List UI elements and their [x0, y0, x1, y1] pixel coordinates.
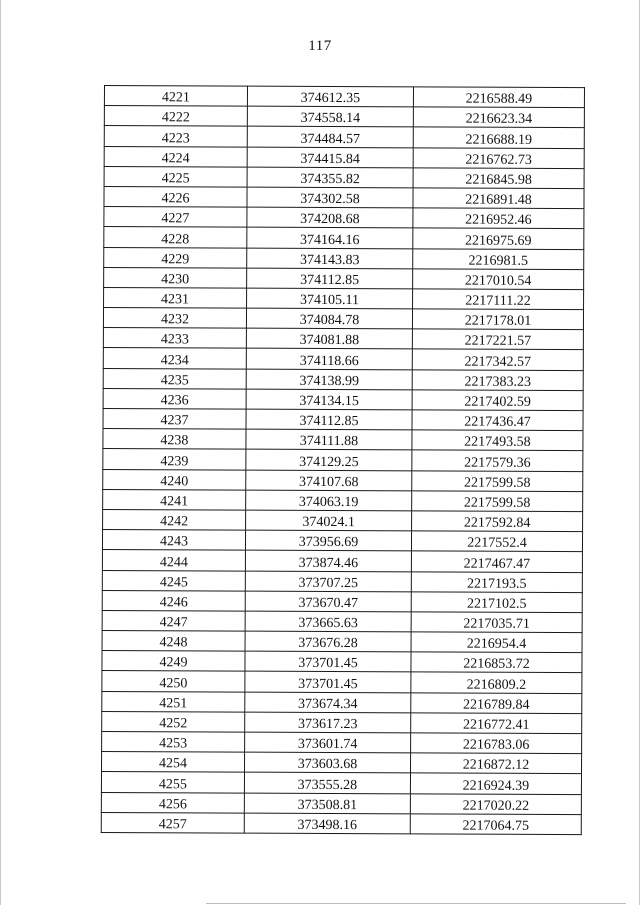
y-coordinate-cell: 2217383.23	[412, 369, 583, 390]
y-coordinate-cell: 2217193.5	[411, 571, 582, 592]
y-coordinate-cell: 2217436.47	[412, 410, 583, 431]
point-number-cell: 4239	[103, 449, 246, 470]
point-number-cell: 4236	[103, 388, 246, 409]
table-row	[102, 530, 582, 552]
x-coordinate-cell: 374081.88	[246, 328, 412, 349]
y-coordinate-cell: 2216952.46	[413, 208, 584, 229]
bottom-rule	[206, 903, 626, 904]
y-coordinate-cell: 2216924.39	[410, 773, 581, 794]
y-coordinate-cell: 2217493.58	[412, 430, 583, 451]
table-row	[104, 106, 584, 128]
point-number-cell: 4231	[104, 287, 247, 308]
coordinates-table-container	[101, 85, 585, 835]
y-coordinate-cell: 2217402.59	[412, 390, 583, 411]
point-number-cell: 4242	[103, 509, 246, 530]
x-coordinate-cell: 373674.34	[245, 692, 411, 713]
point-number-cell: 4257	[101, 812, 244, 833]
y-coordinate-cell: 2217552.4	[411, 531, 582, 552]
x-coordinate-cell: 374107.68	[246, 470, 412, 491]
x-coordinate-cell: 374143.83	[247, 248, 413, 269]
x-coordinate-cell: 374164.16	[247, 227, 413, 248]
x-coordinate-cell: 374105.11	[247, 288, 413, 309]
point-number-cell: 4228	[104, 227, 247, 248]
y-coordinate-cell: 2216688.19	[413, 127, 584, 148]
table-row	[103, 328, 583, 350]
x-coordinate-cell: 374138.99	[246, 369, 412, 390]
table-row	[104, 146, 584, 168]
x-coordinate-cell: 374118.66	[246, 349, 412, 370]
table-row	[102, 610, 582, 632]
point-number-cell: 4238	[103, 429, 246, 450]
table-row	[103, 449, 583, 471]
table-row	[102, 631, 582, 653]
table-row	[103, 429, 583, 451]
x-coordinate-cell: 374112.85	[247, 268, 413, 289]
x-coordinate-cell: 374134.15	[246, 389, 412, 410]
table-row	[104, 267, 584, 289]
point-number-cell: 4254	[102, 752, 245, 773]
table-row	[101, 792, 581, 814]
y-coordinate-cell: 2216981.5	[413, 248, 584, 269]
point-number-cell: 4230	[104, 267, 247, 288]
x-coordinate-cell: 374084.78	[246, 308, 412, 329]
x-coordinate-cell: 374558.14	[247, 106, 413, 127]
table-row	[102, 711, 582, 733]
y-coordinate-cell: 2217342.57	[412, 349, 583, 370]
y-coordinate-cell: 2217178.01	[412, 309, 583, 330]
x-coordinate-cell: 373508.81	[244, 793, 410, 814]
y-coordinate-cell: 2217592.84	[412, 511, 583, 532]
x-coordinate-cell: 374415.84	[247, 147, 413, 168]
point-number-cell: 4245	[102, 570, 245, 591]
x-coordinate-cell: 374484.57	[247, 127, 413, 148]
x-coordinate-cell: 373956.69	[245, 530, 411, 551]
y-coordinate-cell: 2216954.4	[411, 632, 582, 653]
y-coordinate-cell: 2217111.22	[413, 289, 584, 310]
x-coordinate-cell: 373665.63	[245, 611, 411, 632]
y-coordinate-cell: 2217020.22	[410, 793, 581, 814]
point-number-cell: 4233	[103, 328, 246, 349]
x-coordinate-cell: 373701.45	[245, 651, 411, 672]
coordinates-table	[101, 85, 585, 835]
y-coordinate-cell: 2217035.71	[411, 612, 582, 633]
table-row	[104, 186, 584, 208]
table-row	[104, 166, 584, 188]
table-row	[104, 227, 584, 249]
point-number-cell: 4243	[102, 530, 245, 551]
table-row	[102, 550, 582, 572]
y-coordinate-cell: 2216588.49	[413, 87, 584, 108]
y-coordinate-cell: 2217599.58	[412, 470, 583, 491]
table-row	[102, 570, 582, 592]
point-number-cell: 4234	[103, 348, 246, 369]
point-number-cell: 4226	[104, 186, 247, 207]
point-number-cell: 4252	[102, 711, 245, 732]
table-row	[101, 772, 581, 794]
y-coordinate-cell: 2216772.41	[411, 713, 582, 734]
table-row	[103, 469, 583, 491]
x-coordinate-cell: 373874.46	[245, 550, 411, 571]
table-row	[104, 126, 584, 148]
y-coordinate-cell: 2216891.48	[413, 188, 584, 209]
table-row	[104, 287, 584, 309]
table-row	[103, 348, 583, 370]
y-coordinate-cell: 2217010.54	[413, 269, 584, 290]
y-coordinate-cell: 2217102.5	[411, 592, 582, 613]
point-number-cell: 4229	[104, 247, 247, 268]
x-coordinate-cell: 373555.28	[244, 772, 410, 793]
x-coordinate-cell: 373670.47	[245, 591, 411, 612]
point-number-cell: 4246	[102, 590, 245, 611]
point-number-cell: 4249	[102, 651, 245, 672]
x-coordinate-cell: 374024.1	[246, 510, 412, 531]
y-coordinate-cell: 2216853.72	[411, 652, 582, 673]
point-number-cell: 4253	[102, 731, 245, 752]
table-row	[104, 86, 584, 108]
y-coordinate-cell: 2217221.57	[412, 329, 583, 350]
y-coordinate-cell: 2216783.06	[411, 733, 582, 754]
x-coordinate-cell: 374111.88	[246, 429, 412, 450]
point-number-cell: 4256	[101, 792, 244, 813]
point-number-cell: 4222	[104, 106, 247, 127]
x-coordinate-cell: 373701.45	[245, 672, 411, 693]
point-number-cell: 4224	[104, 146, 247, 167]
y-coordinate-cell: 2217467.47	[411, 551, 582, 572]
point-number-cell: 4235	[103, 368, 246, 389]
table-row	[102, 691, 582, 713]
point-number-cell: 4225	[104, 166, 247, 187]
table-row	[103, 408, 583, 430]
point-number-cell: 4251	[102, 691, 245, 712]
table-row	[104, 247, 584, 269]
page-number: 117	[308, 38, 332, 54]
point-number-cell: 4240	[103, 469, 246, 490]
x-coordinate-cell: 374129.25	[246, 449, 412, 470]
x-coordinate-cell: 374063.19	[246, 490, 412, 511]
y-coordinate-cell: 2217579.36	[412, 450, 583, 471]
y-coordinate-cell: 2216845.98	[413, 168, 584, 189]
table-row	[102, 590, 582, 612]
y-coordinate-cell: 2216809.2	[411, 672, 582, 693]
point-number-cell: 4237	[103, 408, 246, 429]
table-row	[102, 651, 582, 673]
x-coordinate-cell: 374612.35	[247, 86, 413, 107]
y-coordinate-cell: 2216789.84	[411, 692, 582, 713]
point-number-cell: 4244	[102, 550, 245, 571]
x-coordinate-cell: 374208.68	[247, 207, 413, 228]
table-row	[102, 731, 582, 753]
table-row	[103, 509, 583, 531]
x-coordinate-cell: 374302.58	[247, 187, 413, 208]
y-coordinate-cell: 2216975.69	[413, 228, 584, 249]
point-number-cell: 4221	[104, 86, 247, 107]
x-coordinate-cell: 373617.23	[245, 712, 411, 733]
point-number-cell: 4232	[103, 308, 246, 329]
y-coordinate-cell: 2217599.58	[412, 491, 583, 512]
coordinates-table-body	[101, 86, 584, 835]
x-coordinate-cell: 374112.85	[246, 409, 412, 430]
point-number-cell: 4223	[104, 126, 247, 147]
y-coordinate-cell: 2217064.75	[410, 814, 581, 835]
point-number-cell: 4227	[104, 207, 247, 228]
point-number-cell: 4247	[102, 610, 245, 631]
point-number-cell: 4255	[101, 772, 244, 793]
table-row	[103, 388, 583, 410]
x-coordinate-cell: 373498.16	[244, 813, 410, 834]
table-row	[102, 671, 582, 693]
point-number-cell: 4248	[102, 631, 245, 652]
y-coordinate-cell: 2216762.73	[413, 147, 584, 168]
y-coordinate-cell: 2216623.34	[413, 107, 584, 128]
table-row	[103, 368, 583, 390]
x-coordinate-cell: 373676.28	[245, 631, 411, 652]
table-row	[102, 752, 582, 774]
x-coordinate-cell: 374355.82	[247, 167, 413, 188]
table-row	[101, 812, 581, 834]
table-row	[103, 308, 583, 330]
point-number-cell: 4241	[103, 489, 246, 510]
x-coordinate-cell: 373707.25	[245, 571, 411, 592]
table-row	[103, 489, 583, 511]
point-number-cell: 4250	[102, 671, 245, 692]
table-row	[104, 207, 584, 229]
x-coordinate-cell: 373601.74	[245, 732, 411, 753]
y-coordinate-cell: 2216872.12	[411, 753, 582, 774]
x-coordinate-cell: 373603.68	[245, 752, 411, 773]
